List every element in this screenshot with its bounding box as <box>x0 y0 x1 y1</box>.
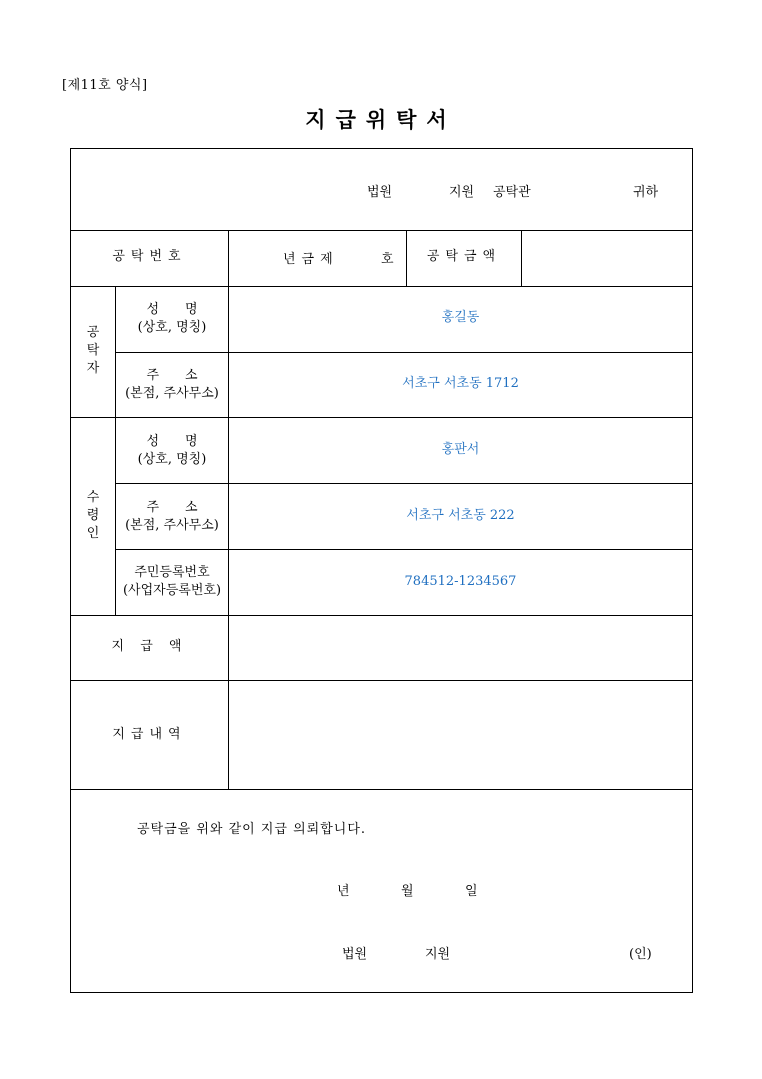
deposit-amount-label: 공탁금액 <box>426 249 502 264</box>
addressee-court: 법원 <box>367 185 393 200</box>
recipient-name-label: 성 명 (상호, 명칭) <box>137 434 207 467</box>
recipient-id-value: 784512-1234567 <box>404 574 517 589</box>
recipient-address-label: 주 소 (본점, 주사무소) <box>125 500 219 533</box>
depositor-name-value: 홍길동 <box>441 310 480 325</box>
payment-details-label: 지급내역 <box>112 727 187 742</box>
footer-branch: 지원 <box>425 947 451 962</box>
depositor-char-3: 자 <box>86 361 100 376</box>
date-day: 일 <box>465 884 478 899</box>
date-month: 월 <box>401 884 414 899</box>
form-table <box>70 148 693 993</box>
form-number: [제11호 양식] <box>62 78 148 93</box>
depositor-address-label: 주 소 (본점, 주사무소) <box>125 368 219 401</box>
request-text: 공탁금을 위와 같이 지급 의뢰합니다. <box>137 822 367 837</box>
depositor-address-value: 서초구 서초동 1712 <box>402 376 519 391</box>
date-year: 년 <box>337 884 350 899</box>
recipient-char-3: 인 <box>86 526 100 541</box>
deposit-number-ho: 호 <box>381 252 394 267</box>
depositor-char-1: 공 <box>86 325 100 340</box>
footer-court: 법원 <box>342 947 368 962</box>
addressee-branch: 지원 <box>449 185 475 200</box>
payment-amount-label: 지 급 액 <box>111 639 188 654</box>
recipient-char-1: 수 <box>86 490 100 505</box>
recipient-name-value: 홍판서 <box>441 442 480 457</box>
depositor-char-2: 탁 <box>86 343 100 358</box>
depositor-name-label: 성 명 (상호, 명칭) <box>137 302 207 335</box>
addressee-officer: 공탁관 <box>493 185 531 200</box>
seal-mark: (인) <box>629 947 652 962</box>
page-title: 지급위탁서 <box>305 107 457 132</box>
recipient-id-label: 주민등록번호 (사업자등록번호) <box>122 565 222 598</box>
addressee-honorific: 귀하 <box>633 185 659 200</box>
deposit-number-label: 공탁번호 <box>112 249 187 264</box>
recipient-address-value: 서초구 서초동 222 <box>406 508 515 523</box>
recipient-char-2: 령 <box>86 508 100 523</box>
deposit-number-year: 년금제 <box>283 252 339 267</box>
